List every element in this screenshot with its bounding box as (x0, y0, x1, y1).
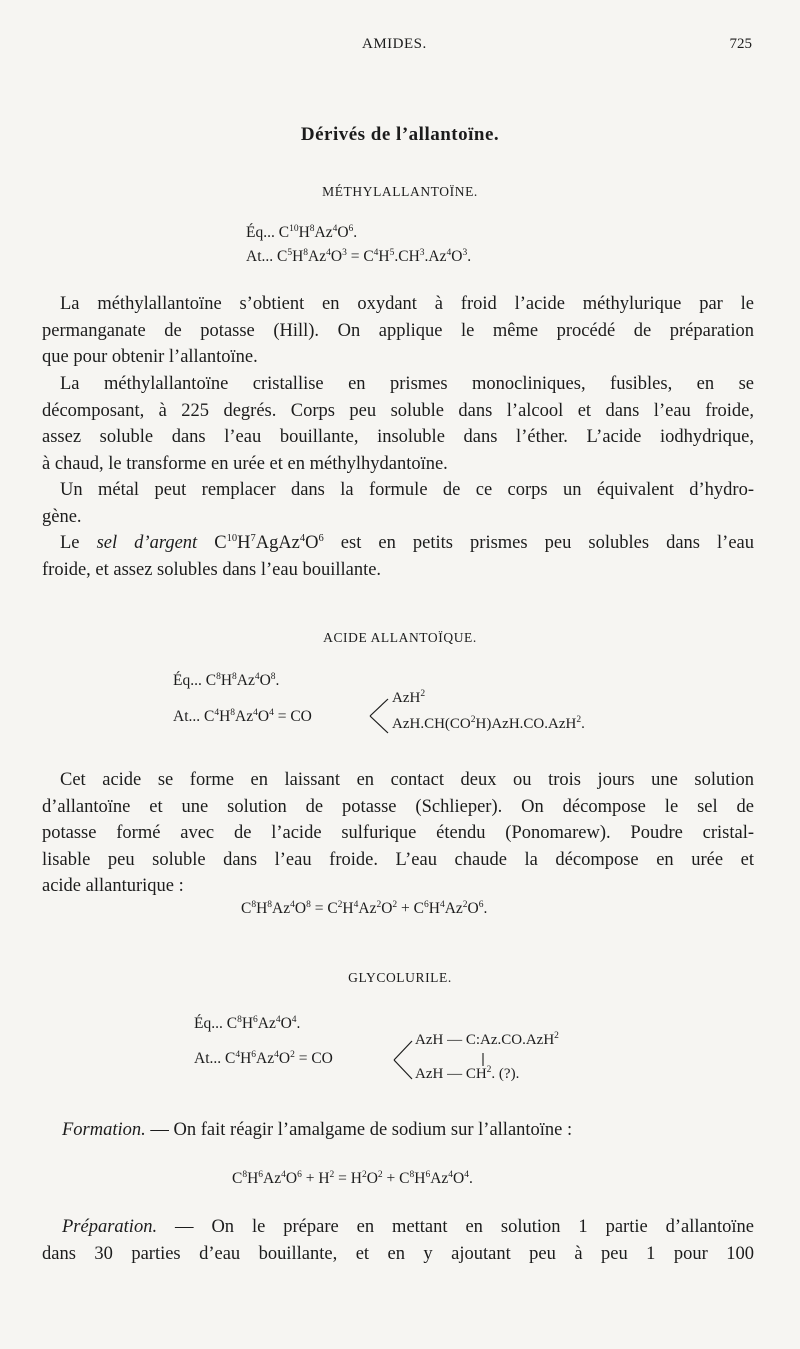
formula-superscript: 5 (389, 248, 395, 258)
formula-text: O (305, 533, 319, 553)
formula-superscript: 6 (478, 900, 484, 910)
formula-text: H (237, 533, 251, 553)
bracket-lines (368, 696, 390, 736)
formula-text: C (241, 900, 252, 917)
show-through-text (40, 62, 760, 89)
acide-allantoique-eq-formula (173, 672, 279, 690)
formula-text: = C (310, 900, 338, 917)
formula-superscript: 2 (376, 900, 382, 910)
formula-text: H (247, 1170, 259, 1187)
text-fragment: — On fait réagir l’amalgame de sodium sur l’allantoïne : (145, 1120, 573, 1140)
formula-text: O (366, 1170, 378, 1187)
formula-superscript: 2 (554, 1031, 559, 1041)
formula-superscript: 8 (270, 672, 276, 682)
formula-text: + H (301, 1170, 330, 1187)
formula-text: At... C (194, 1050, 236, 1067)
formula-superscript: 2 (420, 689, 426, 699)
formula-superscript: 2 (470, 715, 476, 725)
preparation-label: Préparation. (62, 1217, 158, 1237)
formula-superscript: 2 (392, 900, 398, 910)
running-title: AMIDES. (362, 36, 427, 52)
formula-text: H (220, 672, 233, 689)
formula-text: O (257, 708, 270, 725)
page-number: 725 (729, 36, 752, 52)
text-line: acide allanturique : (42, 876, 184, 896)
acide-allantoique-paragraph (42, 767, 754, 900)
formula-text: = H (334, 1170, 362, 1187)
formula-superscript: 4 (253, 708, 258, 718)
formula-text: O (259, 672, 271, 689)
formula-text: At... C (173, 708, 215, 725)
formula-superscript: 2 (329, 1170, 335, 1180)
formula-superscript: 2 (462, 900, 468, 910)
formula-superscript: 4 (235, 1050, 241, 1060)
italic-term: sel d’argent (96, 533, 198, 553)
formula-superscript: 6 (425, 1170, 431, 1180)
text-line: froide, et assez solubles dans l’eau bouillante. (42, 559, 382, 580)
methylallantoine-paragraph-properties (42, 371, 754, 477)
formula-superscript: 2 (290, 1050, 295, 1060)
formula-superscript: 4 (254, 672, 260, 682)
methylallantoine-paragraph-preparation (42, 291, 754, 371)
formula-text: AzH (392, 690, 421, 706)
formula-superscript: 2 (576, 715, 582, 725)
formula-text: At... C (246, 248, 288, 265)
formula-text: O (285, 1170, 298, 1187)
glycolurile-eq-formula (194, 1015, 300, 1033)
formula-text: C (232, 1170, 243, 1187)
glycolurile-branch-bottom (415, 1066, 519, 1083)
formula-text: Az (236, 672, 255, 689)
glycolurile-heading: GLYCOLURILE. (348, 970, 452, 985)
text-line: lisable peu soluble dans l’eau froide. L’eau chaude la décompose en urée et (42, 849, 754, 870)
acide-allantoique-branch-bottom (392, 716, 585, 733)
formula-superscript: 4 (353, 900, 359, 910)
formula-text: H (219, 708, 231, 725)
formula-text: H)AzH.CO.AzH (475, 716, 577, 732)
formula-superscript: 5 (287, 248, 293, 258)
acide-allantoique-heading: ACIDE ALLANTOÏQUE. (323, 630, 477, 645)
formula-superscript: 8 (303, 248, 309, 258)
formula-superscript: 6 (251, 1050, 257, 1060)
text-line (42, 530, 754, 557)
formula-text: . (483, 900, 488, 917)
text-line (42, 1117, 754, 1144)
text-line: La méthylallantoïne s’obtient en oxydant à froid l’acide méthylurique par le (60, 294, 754, 314)
text-line: Un métal peut remplacer dans la formule de ce corps un équivalent d’hydro- (60, 480, 754, 500)
formula-superscript: 8 (309, 224, 315, 234)
formula-superscript: 3 (342, 248, 347, 258)
formula-text: + C (397, 900, 424, 917)
formula-text: . (275, 672, 280, 689)
formula-text: H (428, 900, 440, 917)
formula-text: H (292, 248, 304, 265)
formula-text: Az (444, 900, 463, 917)
formula-superscript: 4 (439, 900, 445, 910)
formula-superscript: 4 (373, 248, 379, 258)
text-fragment: — On le prépare en mettant en solution 1 partie d’allantoïne (157, 1217, 754, 1237)
text-line: gène. (42, 506, 82, 527)
formula-text: Az (308, 248, 327, 265)
formula-superscript: 4 (275, 1015, 281, 1025)
formula-text: = CO (273, 708, 312, 725)
acide-allantoique-branch-top (392, 690, 425, 707)
formula-superscript: 3 (462, 248, 468, 258)
glycolurile-preparation-paragraph (42, 1214, 754, 1267)
formula-text: O (337, 224, 349, 241)
formula-superscript: 4 (446, 248, 452, 258)
formula-superscript: 4 (290, 900, 295, 910)
formula-text: Az (430, 1170, 449, 1187)
formula-superscript: 2 (361, 1170, 367, 1180)
text-line: dans 30 parties d’eau bouillante, et en y ajoutant peu à peu 1 pour 100 (42, 1243, 754, 1264)
text-line: permanganate de potasse (Hill). On applique le même procédé de préparation (42, 320, 754, 341)
formula-text: . (296, 1015, 301, 1032)
section-title: Dérivés de l’allantoïne. (300, 124, 500, 145)
formula-text: O (330, 248, 343, 265)
formula-superscript: 4 (448, 1170, 454, 1180)
methylallantoine-paragraph-metal (42, 477, 754, 530)
formula-text: Éq... C (246, 224, 290, 241)
formula-superscript: 7 (250, 533, 256, 544)
formula-text: H (342, 900, 354, 917)
formula-superscript: 2 (377, 1170, 383, 1180)
formula-text: O (453, 1170, 465, 1187)
formula-superscript: 6 (318, 533, 324, 544)
formula-text: H (240, 1050, 252, 1067)
text-line: à chaud, le transforme en urée et en méthylhydantoïne. (42, 453, 448, 474)
text-line: potasse formé avec de l’acide sulfurique étendu (Ponomarew). Poudre cristal- (42, 823, 754, 843)
formula-text: O (381, 900, 393, 917)
formula-superscript: 2 (337, 900, 343, 910)
formula-text: . (468, 1170, 473, 1187)
text-line: La méthylallantoïne cristallise en prismes monocliniques, fusibles, en se (60, 374, 754, 394)
formula-superscript: 8 (409, 1170, 415, 1180)
text-line: assez soluble dans l’eau bouillante, insoluble dans l’éther. L’acide iodhydrique, (42, 427, 754, 447)
formula-superscript: 4 (291, 1015, 297, 1025)
formula-text: . (467, 248, 472, 265)
formula-text: H (298, 224, 310, 241)
formula-text: Az (235, 708, 254, 725)
formula-superscript: 8 (216, 672, 221, 682)
formula-superscript: 4 (281, 1170, 286, 1180)
formula-superscript: 2 (486, 1065, 492, 1075)
formula-superscript: 6 (424, 900, 429, 910)
formula-text: Az (256, 1050, 275, 1067)
formula-text: Az (314, 224, 333, 241)
formula-text: C (197, 533, 227, 553)
glycolurile-formation-paragraph (42, 1117, 754, 1144)
text-fragment: est en petits prismes peu solubles dans l’eau (323, 533, 754, 553)
formula-superscript: 8 (242, 1170, 248, 1180)
text-line: Cet acide se forme en laissant en contact deux ou trois jours une solution (60, 770, 754, 790)
formula-text: Éq... C (194, 1015, 238, 1032)
formula-text: . (353, 224, 358, 241)
formula-text: = CO (294, 1050, 333, 1067)
formula-superscript: 4 (274, 1050, 279, 1060)
formula-text: Az (263, 1170, 282, 1187)
text-line: décomposant, à 225 degrés. Corps peu soluble dans l’alcool et dans l’eau froide, (42, 400, 754, 421)
text-line (42, 1214, 754, 1241)
methylallantoine-heading: MÉTHYLALLANTOÏNE. (322, 184, 478, 199)
formula-superscript: 4 (269, 708, 274, 718)
formula-superscript: 8 (306, 900, 311, 910)
formula-superscript: 4 (332, 224, 338, 234)
formula-text: AzH — CH (415, 1066, 487, 1082)
text-fragment: Le (60, 533, 97, 553)
methylallantoine-paragraph-silver-salt (42, 530, 754, 583)
formation-label: Formation. (62, 1120, 146, 1140)
formula-superscript: 8 (230, 708, 236, 718)
formula-text: . (?). (491, 1066, 520, 1082)
formula-text: O (278, 1050, 291, 1067)
formula-text: O (294, 900, 307, 917)
formula-text: H (241, 1015, 254, 1032)
formula-text: = C (346, 248, 374, 265)
formula-text: H (414, 1170, 426, 1187)
formula-text: AgAz (255, 533, 300, 553)
acide-allantoique-at-formula (173, 708, 312, 726)
formula-superscript: 8 (267, 900, 273, 910)
formula-superscript: 4 (214, 708, 220, 718)
formula-text: AzH.CH(CO (392, 716, 471, 732)
formula-superscript: 10 (226, 533, 238, 544)
formula-text: O (280, 1015, 292, 1032)
formula-text: O (451, 248, 463, 265)
formula-superscript: 4 (464, 1170, 469, 1180)
formula-text: H (256, 900, 268, 917)
methylallantoine-at-formula (246, 248, 471, 266)
formula-superscript: 8 (251, 900, 257, 910)
formula-superscript: 3 (419, 248, 425, 258)
methylallantoine-eq-formula (246, 224, 357, 242)
formula-text: Az (257, 1015, 276, 1032)
text-line: que pour obtenir l’allantoïne. (42, 347, 258, 367)
glycolurile-formation-equation (232, 1170, 473, 1188)
formula-text: Az (272, 900, 291, 917)
acide-allantoique-equation (241, 900, 487, 918)
formula-text: Az (358, 900, 377, 917)
formula-text: AzH — C:Az.CO.AzH (415, 1032, 555, 1048)
glycolurile-at-formula (194, 1050, 333, 1068)
formula-superscript: 10 (289, 224, 299, 234)
formula-superscript: 6 (258, 1170, 264, 1180)
bracket-lines (392, 1038, 414, 1082)
formula-superscript: 6 (348, 224, 354, 234)
formula-superscript: 6 (253, 1015, 258, 1025)
silver-salt-formula (197, 533, 324, 553)
running-header (0, 36, 800, 58)
formula-superscript: 8 (237, 1015, 242, 1025)
formula-text: + C (382, 1170, 410, 1187)
text-line: d’allantoïne et une solution de potasse (Schlieper). On décompose le sel de (42, 796, 754, 817)
formula-text: .Az (424, 248, 447, 265)
formula-superscript: 4 (326, 248, 331, 258)
glycolurile-branch-top (415, 1032, 559, 1049)
formula-text: Éq... C (173, 672, 217, 689)
formula-superscript: 8 (232, 672, 237, 682)
formula-text: . (581, 716, 585, 732)
formula-superscript: 4 (299, 533, 306, 544)
formula-text: O (467, 900, 479, 917)
formula-superscript: 6 (297, 1170, 302, 1180)
formula-text: .CH (394, 248, 420, 265)
formula-text: H (378, 248, 390, 265)
